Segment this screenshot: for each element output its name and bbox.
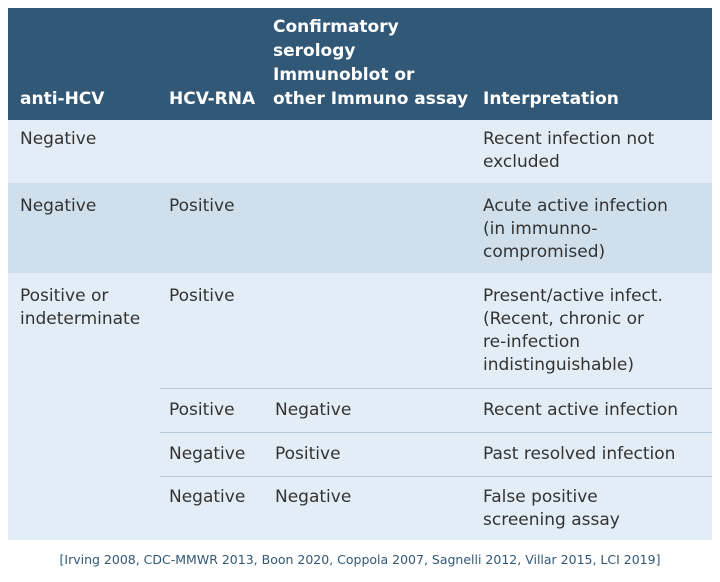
row-3-hcv-rna: Positive — [169, 286, 235, 306]
header-anti-hcv: anti-HCV — [20, 89, 105, 109]
row-2-anti-hcv: Negative — [20, 196, 97, 216]
row-3-interpretation-line-3: re-infection — [483, 332, 581, 352]
row-3-anti-hcv-line-2: indeterminate — [20, 309, 141, 329]
row-5-hcv-rna: Negative — [169, 444, 246, 464]
row-5-confirmatory: Positive — [275, 444, 341, 464]
row-4-confirmatory: Negative — [275, 400, 352, 420]
row-3-interpretation-line-4: indistinguishable) — [483, 355, 634, 375]
row-separator — [160, 388, 712, 389]
row-1-anti-hcv: Negative — [20, 129, 97, 149]
row-6-interpretation-line-1: False positive — [483, 487, 598, 507]
header-confirmatory-line-4: other Immuno assay — [273, 89, 469, 109]
header-confirmatory-line-1: Confirmatory — [273, 17, 399, 37]
row-3-interpretation-line-1: Present/active infect. — [483, 286, 663, 306]
row-2-interpretation-line-1: Acute active infection — [483, 196, 668, 216]
row-6-confirmatory: Negative — [275, 487, 352, 507]
row-4-hcv-rna: Positive — [169, 400, 235, 420]
hcv-interpretation-table — [8, 8, 712, 540]
row-1-interpretation-line-2: excluded — [483, 152, 560, 172]
header-confirmatory-line-2: serology — [273, 41, 356, 61]
row-1-interpretation-line-1: Recent infection not — [483, 129, 655, 149]
row-separator — [160, 432, 712, 433]
row-separator — [160, 476, 712, 477]
row-2-hcv-rna: Positive — [169, 196, 235, 216]
row-3-interpretation-line-2: (Recent, chronic or — [483, 309, 644, 329]
row-4-interpretation: Recent active infection — [483, 400, 679, 420]
row-2-interpretation-line-3: compromised) — [483, 242, 606, 262]
references-citation: [Irving 2008, CDC-MMWR 2013, Boon 2020, Coppola 2007, Sagnelli 2012, Villar 2015, LCI 2019] — [59, 552, 661, 567]
row-5-interpretation: Past resolved infection — [483, 444, 676, 464]
table-header — [8, 8, 712, 120]
row-3-anti-hcv-line-1: Positive or — [20, 286, 109, 306]
row-6-hcv-rna: Negative — [169, 487, 246, 507]
header-hcv-rna: HCV-RNA — [169, 89, 256, 109]
header-confirmatory-line-3: Immunoblot or — [273, 65, 415, 85]
row-6-interpretation-line-2: screening assay — [483, 510, 620, 530]
row-2-interpretation-line-2: (in immunno- — [483, 219, 598, 239]
header-interpretation: Interpretation — [483, 89, 619, 109]
